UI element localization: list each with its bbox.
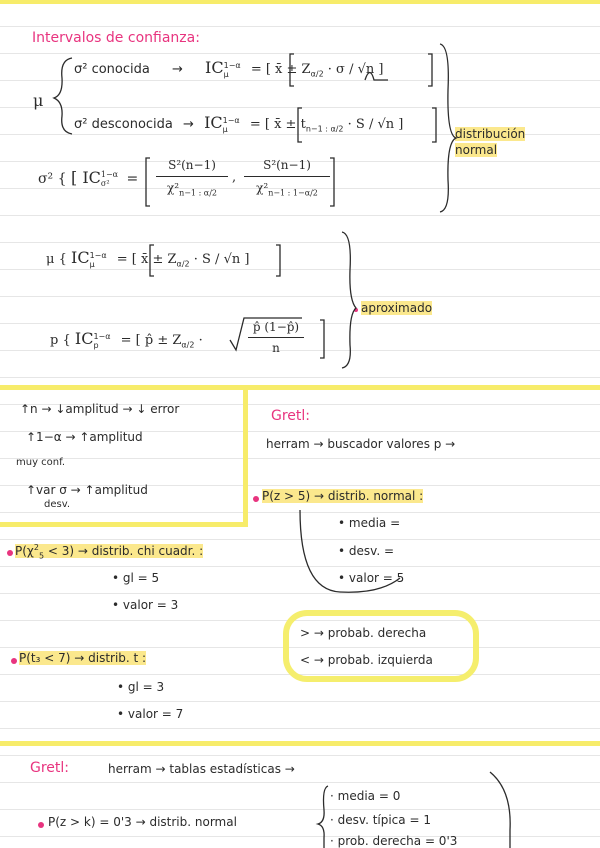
t-bullet: P(t₃ < 7) → distrib. t : — [19, 651, 147, 665]
arrow: → — [172, 62, 183, 77]
chi-item-valor: • valor = 3 — [112, 598, 179, 612]
gretl-item-valor: • valor = 5 — [338, 571, 405, 585]
arrow: → — [183, 117, 194, 132]
formula-sub: α/2 — [181, 340, 195, 350]
ic-symbol: IC — [71, 248, 90, 267]
bottom-item-prob: · prob. derecha = 0'3 — [330, 834, 458, 848]
unknown-label: σ² desconocida — [74, 117, 173, 132]
bottom-item-media: · media = 0 — [330, 789, 401, 803]
ic-sup: 1−α — [100, 170, 119, 179]
numerator: S²(n−1) — [168, 158, 216, 172]
ic-sub: μ — [89, 259, 95, 269]
gretl-heading: Gretl: — [271, 408, 311, 424]
denominator: $\chi^2_{n-1 : 1-\alpha/2}$ — [244, 176, 330, 204]
formula-tail: · S / √n ] — [193, 252, 250, 267]
mu-symbol: μ — [33, 91, 44, 110]
equals-sign: = — [126, 171, 139, 187]
formula-tail: · S / √n ] — [347, 117, 404, 132]
ic-symbol: IC — [204, 113, 223, 132]
ic-sup: 1−α — [89, 250, 107, 260]
numerator: p̂ (1−p̂) — [252, 320, 300, 334]
gretl-bottom-path: herram → tablas estadísticas → — [108, 762, 295, 776]
note-line-2: ↑1−α → ↑amplitud — [26, 430, 143, 444]
gretl-bottom-heading: Gretl: — [30, 760, 70, 776]
denominator: $\chi^2_{n-1 : \alpha/2}$ — [156, 176, 228, 204]
gretl-tool-path: herram → buscador valores p → — [266, 437, 456, 451]
ic-symbol: IC — [205, 58, 224, 77]
ic-sup: 1−α — [222, 115, 240, 125]
page-title: Intervalos de confianza: — [32, 30, 200, 46]
t-item-valor: • valor = 7 — [117, 707, 184, 721]
ci-formula: = [ x̄ ± Z — [116, 252, 177, 267]
ic-symbol: IC — [74, 329, 94, 348]
ic-sub: σ² — [100, 179, 110, 188]
ic-sub: p — [93, 340, 99, 350]
ci-formula: = [ x̄ ± t — [249, 117, 306, 132]
ic-sub: μ — [223, 69, 229, 79]
note-line-1: ↑n → ↓amplitud → ↓ error — [20, 402, 180, 416]
oval-note-left: < → probab. izquierda — [300, 653, 433, 667]
normal-distribution-label: distribución normal — [455, 127, 526, 157]
fraction-comma: , — [232, 170, 237, 185]
known-label: σ² conocida — [74, 62, 150, 77]
bottom-item-desv: · desv. típica = 1 — [330, 813, 431, 827]
chi-item-gl: • gl = 5 — [112, 571, 160, 585]
ic-sub: μ — [222, 124, 228, 134]
ci-formula: = [ x̄ ± Z — [250, 62, 311, 77]
oval-note-right: > → probab. derecha — [300, 626, 427, 640]
formula-sub: α/2 — [176, 259, 190, 269]
ic-sup: 1−α — [93, 331, 111, 341]
approx-label: aproximado — [361, 301, 433, 315]
ic-symbol: [ IC — [70, 168, 101, 187]
ic-sup: 1−α — [223, 60, 241, 70]
formula-tail: · — [198, 333, 203, 348]
note-line-3: ↑var σ → ↑amplitud — [26, 483, 148, 497]
mu-prefix: μ { — [46, 252, 67, 267]
formula-sub: α/2 — [310, 69, 324, 79]
ci-formula: = [ p̂ ± Z — [120, 333, 182, 348]
note-line-2b: muy conf. — [16, 457, 66, 468]
gretl-item-desv: • desv. = — [338, 544, 395, 558]
formula-sub: n−1 : α/2 — [305, 124, 344, 134]
gretl-normal-bullet: P(z > 5) → distrib. normal : — [262, 489, 424, 503]
formula-tail: · σ / √n ] — [327, 62, 384, 77]
gretl-bottom-bullet: P(z > k) = 0'3 → distrib. normal — [48, 815, 237, 829]
sigma-symbol: σ² { — [38, 171, 67, 187]
numerator: S²(n−1) — [263, 158, 311, 172]
denominator: n — [248, 337, 304, 358]
chi-bullet: $P(\chi^2_5 < 3)$ → distrib. chi cuadr. : — [15, 543, 204, 561]
t-item-gl: • gl = 3 — [117, 680, 165, 694]
gretl-item-media: • media = — [338, 516, 401, 530]
p-prefix: p { — [50, 333, 71, 348]
note-line-3b: desv. — [44, 499, 71, 510]
